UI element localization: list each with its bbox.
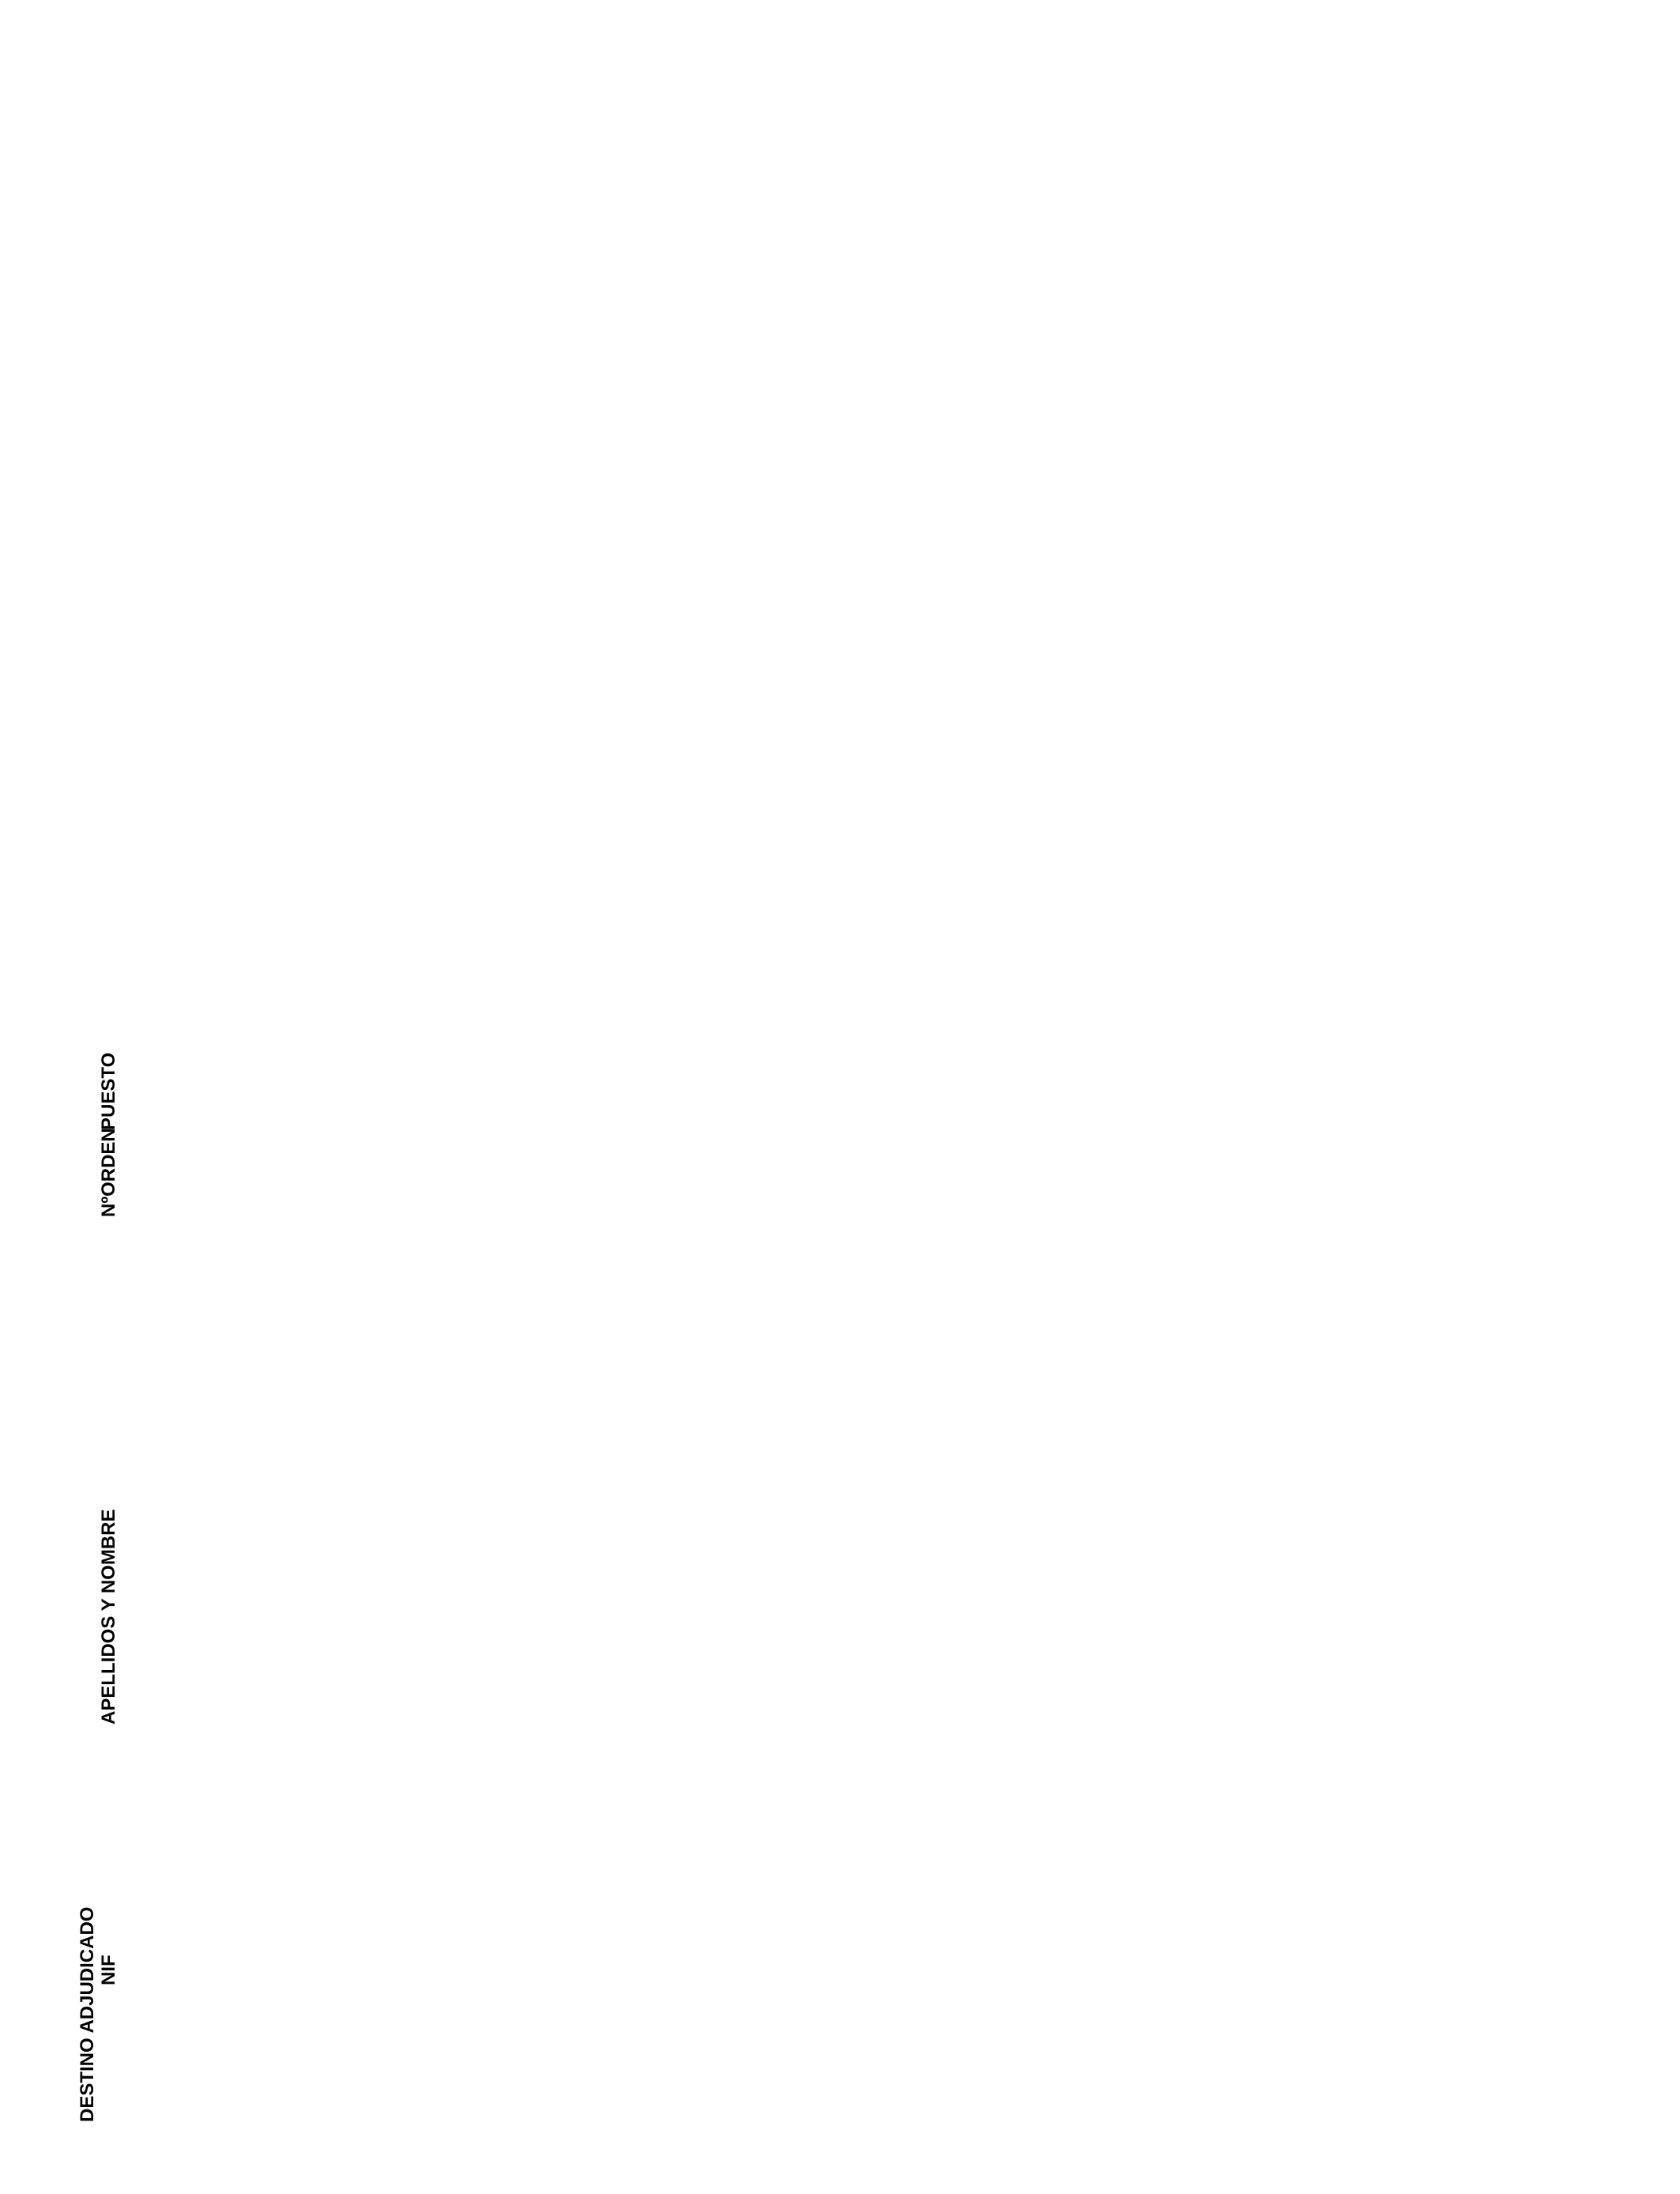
col-header-nif: NIF <box>98 1955 119 1985</box>
col-header-apellidos: APELLIDOS Y NOMBRE <box>98 1509 119 1725</box>
col-header-norden: NºORDEN <box>98 1128 119 1217</box>
col-header-puesto: PUESTO <box>98 1052 119 1130</box>
doc-title: DESTINO ADJUDICADO <box>77 1906 98 2122</box>
